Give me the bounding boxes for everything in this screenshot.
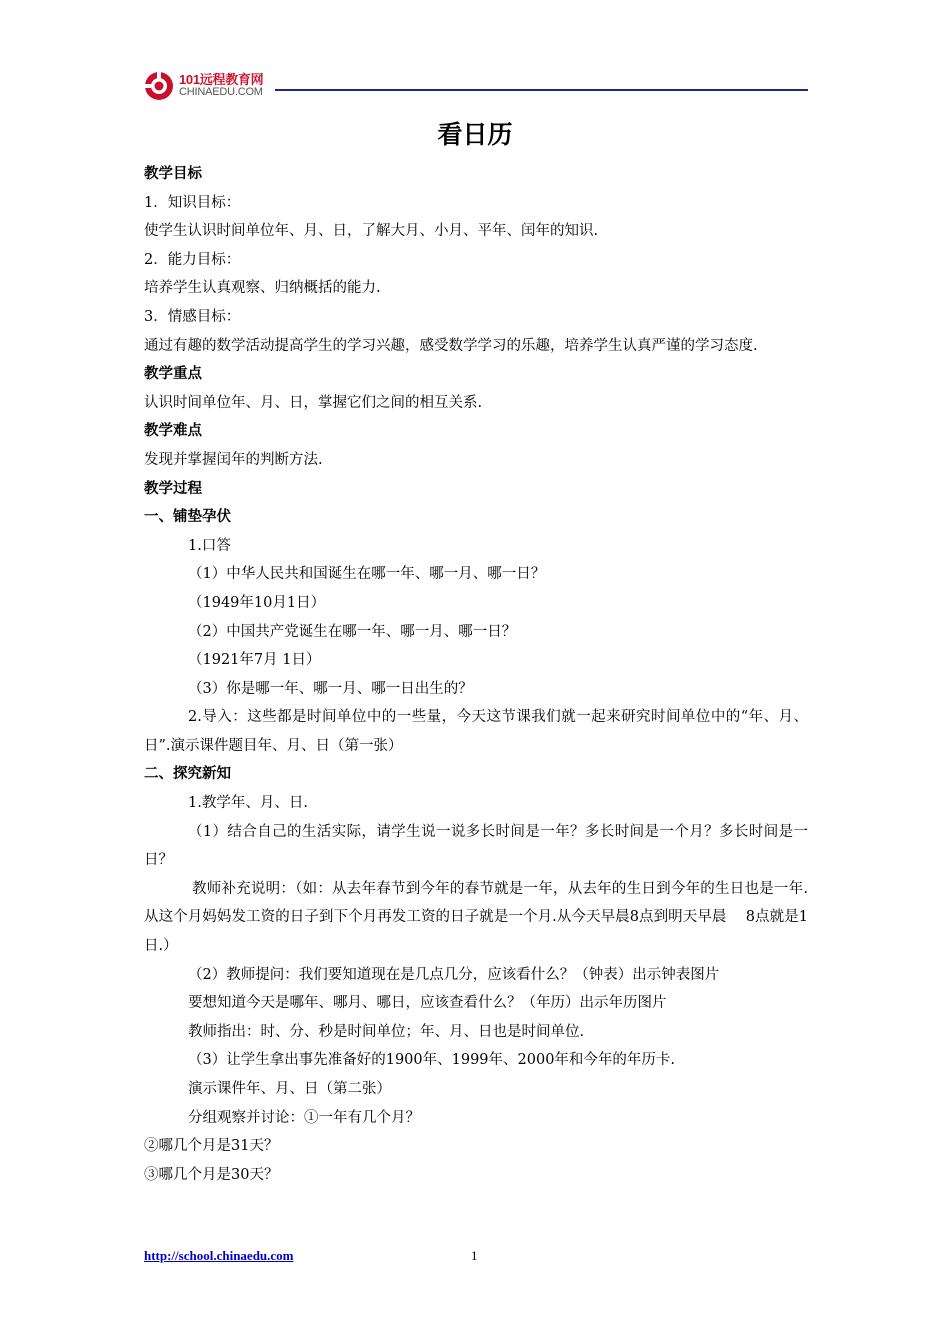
- paragraph: 1.教学年、月、日.: [188, 795, 308, 812]
- paragraph: 2．能力目标：: [144, 251, 241, 268]
- footer-link[interactable]: http://school.chinaedu.com: [144, 1248, 294, 1263]
- section-heading: 一、铺垫孕伏: [144, 509, 231, 526]
- paragraph: 教师指出：时、分、秒是时间单位；年、月、日也是时间单位.: [188, 1023, 585, 1040]
- paragraph: （2）中国共产党诞生在哪一年、哪一月、哪一日？: [188, 623, 517, 640]
- paragraph: 演示课件年、月、日（第二张）: [188, 1081, 391, 1097]
- paragraph: 通过有趣的数学活动提高学生的学习兴趣，感受数学学习的乐趣，培养学生认真严谨的学习态度.: [144, 337, 758, 354]
- paragraph: 1．知识目标：: [144, 194, 241, 211]
- paragraph: （3）让学生拿出事先准备好的1900年、1999年、2000年和今年的年历卡.: [188, 1052, 676, 1069]
- paragraph: （1949年10月1日）: [188, 594, 326, 611]
- paragraph: 认识时间单位年、月、日，掌握它们之间的相互关系.: [144, 394, 483, 411]
- paragraph: （3）你是哪一年、哪一月、哪一日出生的？: [188, 680, 473, 697]
- document-body: [144, 160, 808, 1189]
- paragraph: （1）中华人民共和国诞生在哪一年、哪一月、哪一日？: [188, 566, 546, 583]
- logo-title: 101远程教育网: [179, 72, 264, 87]
- paragraph: 3．情感目标：: [144, 308, 241, 325]
- paragraph: 使学生认识时间单位年、月、日，了解大月、小月、平年、闰年的知识.: [144, 223, 599, 240]
- paragraph: （2）教师提问：我们要知道现在是几点几分，应该看什么？（钟表）出示钟表图片: [188, 966, 720, 983]
- section-heading: 教学过程: [144, 480, 202, 497]
- header-rule: [275, 89, 808, 91]
- page-number: 1: [471, 1248, 478, 1263]
- paragraph: 1.口答: [188, 537, 231, 554]
- page-header: [143, 66, 808, 106]
- paragraph: ②哪几个月是31天？: [144, 1138, 279, 1155]
- paragraph: 教师补充说明：（如：从去年春节到今年的春节就是一年，从去年的生日到今年的生日也是一年.从这个月妈妈发工资的日子到下个月再发工资的日子就是一个月.从今天早晨8点到明天早晨 8点就是1日.）: [144, 880, 808, 955]
- paragraph: （1）结合自己的生活实际，请学生说一说多长时间是一年？多长时间是一个月？多长时间是一日？: [144, 823, 808, 869]
- chinaedu-logo-icon: [143, 70, 175, 102]
- paragraph: 2.导入：这些都是时间单位中的一些量，今天这节课我们就一起来研究时间单位中的“年、月、日”.演示课件题目年、月、日（第一张）: [144, 709, 808, 754]
- paragraph: 分组观察并讨论：①一年有几个月？: [188, 1109, 420, 1126]
- document-title: 看日历: [437, 120, 513, 149]
- section-heading: 教学难点: [144, 423, 202, 440]
- logo-domain: CHINAEDU.COM: [179, 86, 263, 98]
- section-heading: 教学目标: [144, 166, 202, 182]
- paragraph: （1921年7月 1日）: [188, 652, 321, 669]
- paragraph: 发现并掌握闰年的判断方法.: [144, 451, 323, 468]
- paragraph: 培养学生认真观察、归纳概括的能力.: [144, 280, 381, 297]
- paragraph: 要想知道今天是哪年、哪月、哪日，应该查看什么？（年历）出示年历图片: [188, 995, 667, 1012]
- section-heading: 二、探究新知: [144, 766, 231, 783]
- paragraph: ③哪几个月是30天？: [144, 1166, 279, 1183]
- section-heading: 教学重点: [144, 366, 202, 383]
